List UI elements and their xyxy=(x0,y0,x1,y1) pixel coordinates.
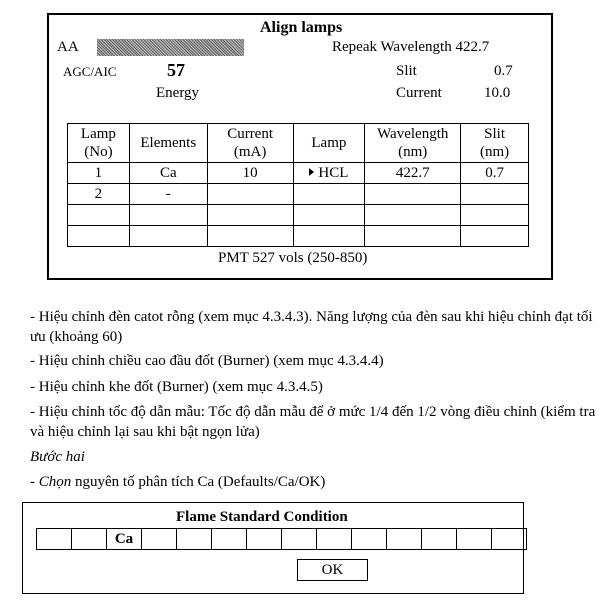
element-cell[interactable] xyxy=(387,529,422,550)
element-selector-bar[interactable] xyxy=(97,39,244,56)
element-cell-selected[interactable]: Ca xyxy=(107,529,142,550)
selected-row-marker-icon xyxy=(309,168,314,176)
ok-button[interactable]: OK xyxy=(297,559,368,581)
header-current: Current (mA) xyxy=(207,124,293,163)
element-cell[interactable] xyxy=(282,529,317,550)
cell-lamp-type xyxy=(293,184,365,205)
header-lamp: Lamp xyxy=(293,124,365,163)
current-label: Current xyxy=(396,85,442,101)
paragraph-burner-height: - Hiệu chỉnh chiều cao đầu đốt (Burner) (xem mục 4.3.4.4) xyxy=(30,353,384,369)
element-cell[interactable] xyxy=(37,529,72,550)
cell-element: Ca xyxy=(129,163,207,184)
element-cell[interactable] xyxy=(177,529,212,550)
table-header-row xyxy=(68,124,529,163)
flame-title: Flame Standard Condition xyxy=(176,509,348,525)
cell-lamp-type xyxy=(293,226,365,247)
cell-lamp-no xyxy=(68,226,130,247)
lamp-table xyxy=(67,123,529,247)
element-cell[interactable] xyxy=(142,529,177,550)
element-cell-row xyxy=(36,528,527,550)
energy-value: 57 xyxy=(167,60,185,80)
paragraph-aspiration-rate: - Hiệu chỉnh tốc độ dẫn mẫu: Tốc độ dẫn mẫu để ở mức 1/4 đến 1/2 vòng điều chỉnh (kiểm tra và hiệu chỉnh lại sau khi bật ngọn lửa) xyxy=(30,404,596,440)
cell-wavelength xyxy=(365,184,461,205)
element-cell[interactable] xyxy=(457,529,492,550)
header-wavelength: Wavelength (nm) xyxy=(365,124,461,163)
align-lamps-title: Align lamps xyxy=(260,19,343,36)
cell-wavelength xyxy=(365,226,461,247)
slit-label: Slit xyxy=(396,63,417,79)
cell-element xyxy=(129,205,207,226)
pmt-status: PMT 527 vols (250-850) xyxy=(218,250,368,266)
cell-lamp-no: 1 xyxy=(68,163,130,184)
slit-value: 0.7 xyxy=(494,63,513,79)
repeak-wavelength: Repeak Wavelength 422.7 xyxy=(332,39,490,55)
cell-slit: 0.7 xyxy=(461,163,529,184)
header-elements: Elements xyxy=(129,124,207,163)
header-slit: Slit (nm) xyxy=(461,124,529,163)
agc-aic-label: AGC/AIC xyxy=(63,64,117,79)
cell-lamp-no: 2 xyxy=(68,184,130,205)
cell-slit xyxy=(461,205,529,226)
paragraph-select-element: - Chọn nguyên tố phân tích Ca (Defaults/Ca/OK) xyxy=(30,474,326,490)
cell-current xyxy=(207,205,293,226)
element-label: AA xyxy=(57,39,79,55)
cell-wavelength xyxy=(365,205,461,226)
energy-label: Energy xyxy=(156,85,200,101)
table-row[interactable] xyxy=(68,205,529,226)
cell-lamp-no xyxy=(68,205,130,226)
cell-slit xyxy=(461,226,529,247)
paragraph-lamp-adjust: - Hiệu chỉnh đèn catot rỗng (xem mục 4.3.4.3). Năng lượng của đèn sau khi hiệu chỉnh đạt tối ưu (khoảng 60) xyxy=(30,309,593,345)
cell-slit xyxy=(461,184,529,205)
cell-current: 10 xyxy=(207,163,293,184)
element-cell[interactable] xyxy=(212,529,247,550)
step-heading: Bước hai xyxy=(30,449,85,465)
cell-lamp-type xyxy=(293,205,365,226)
element-cell[interactable] xyxy=(317,529,352,550)
paragraph-burner-slot: - Hiệu chỉnh khe đốt (Burner) (xem mục 4.3.4.5) xyxy=(30,379,323,395)
cell-current xyxy=(207,184,293,205)
element-cell[interactable] xyxy=(72,529,107,550)
table-row[interactable] xyxy=(68,184,529,205)
cell-current xyxy=(207,226,293,247)
cell-wavelength: 422.7 xyxy=(365,163,461,184)
table-row[interactable] xyxy=(68,163,529,184)
element-cell[interactable] xyxy=(247,529,282,550)
table-row[interactable] xyxy=(68,226,529,247)
element-cell[interactable] xyxy=(492,529,527,550)
cell-element xyxy=(129,226,207,247)
cell-lamp-type: HCL xyxy=(293,163,365,184)
element-cell[interactable] xyxy=(422,529,457,550)
cell-element: - xyxy=(129,184,207,205)
element-cell[interactable] xyxy=(352,529,387,550)
current-value: 10.0 xyxy=(484,85,511,101)
header-lamp-no: Lamp (No) xyxy=(68,124,130,163)
